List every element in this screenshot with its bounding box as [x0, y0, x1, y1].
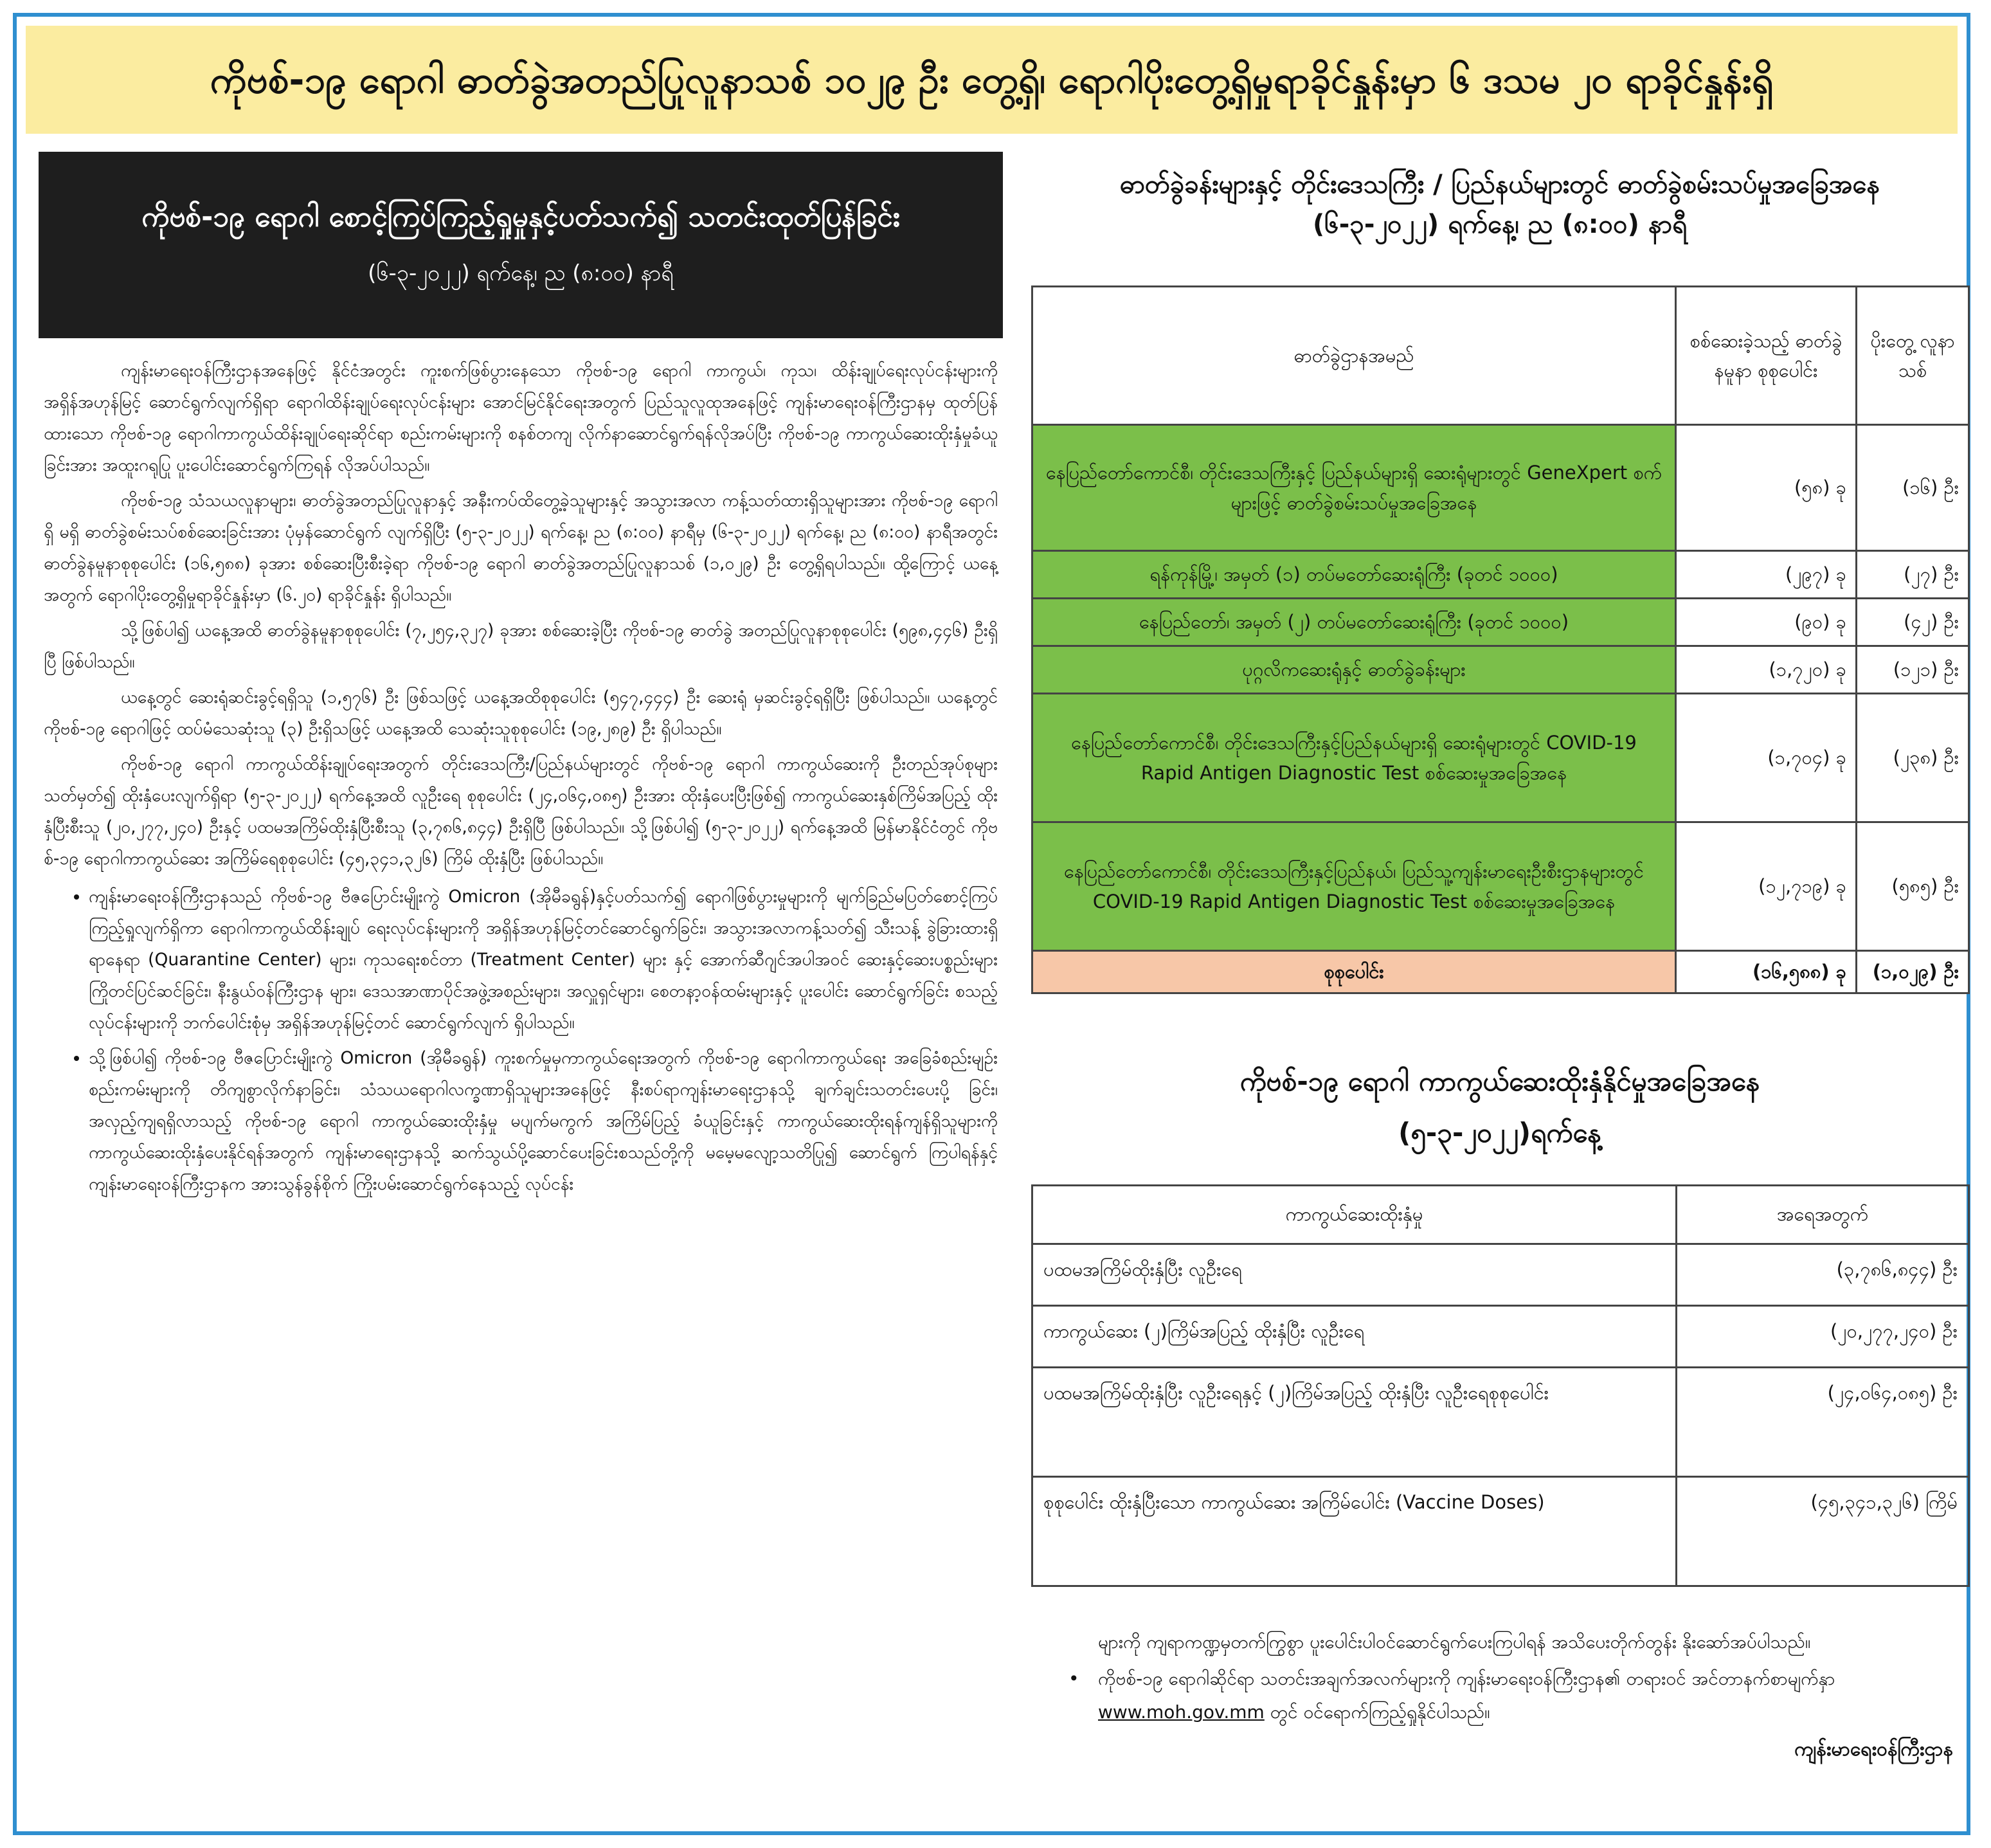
- table-row: [1032, 551, 1969, 599]
- continuation-paragraph: များကို ကျရာကဏ္ဍမှတက်ကြွစွာ ပူးပေါင်းပါဝင်ဆောင်ရွက်ပေးကြပါရန် အသိပေးတိုက်တွန်း နိုးဆော်အပ်ပါသည်။: [1098, 1631, 1811, 1653]
- vaccination-date: (၅-၃-၂၀၂၂)ရက်နေ့: [1398, 1116, 1601, 1148]
- vaccination-value: (၄၅,၃၄၁,၃၂၆) ကြိမ်: [1677, 1476, 1969, 1586]
- positive-count: (၁၂၁) ဦး: [1857, 646, 1969, 694]
- vaccination-table: [1031, 1184, 1970, 1587]
- positive-count: (၅၈၅) ဦး: [1857, 822, 1969, 951]
- bullet-item: • ကျန်းမာရေးဝန်ကြီးဌာနသည် ကိုဗစ်-၁၉ ဗီဇပြောင်းမျိုးကွဲ Omicron (အိုမီခရွန်)နှင့်ပတ်သက်၍ ရောဂါဖြစ်ပွားမှုများကို မျက်ခြည်မပြတ်စောင့်ကြပ်ကြည့်ရှုလျက်ရှိကာ ရောဂါကာကွယ်ထိန်းချုပ် ရေးလုပ်ငန်းများကို အရှိန်အဟုန်မြင့်တင်ဆောင်ရွက်ခြင်း၊ အသွားအလာကန့်သတ်၍ သီးသန့် ခွဲခြားထားရှိရာနေရာ (Quarantine Center) များ၊ ကုသရေးစင်တာ (Treatment Center) များ နှင့် အောက်ဆီဂျင်အပါအဝင် ဆေးနှင့်ဆေးပစ္စည်းများ ကြိုတင်ပြင်ဆင်ခြင်း၊ နီးနွယ်ဝန်ကြီးဌာန များ၊ ဒေသအာဏာပိုင်အဖွဲ့အစည်းများ၊ အလှူရှင်များ၊ စေတနာ့ဝန်ထမ်းများနှင့် ပူးပေါင်း ဆောင်ရွက်ခြင်း စသည့်လုပ်ငန်းများကို ဘက်ပေါင်းစုံမှ အရှိန်အဟုန်မြင့်တင် ဆောင်ရွက်လျက် ရှိပါသည်။: [89, 881, 998, 1038]
- left-column: [39, 152, 1003, 1204]
- right-column: [1027, 152, 1972, 1767]
- vaccination-label: စုစုပေါင်း ထိုးနှံပြီးသော ကာကွယ်ဆေး အကြိမ်ပေါင်း (Vaccine Doses): [1032, 1476, 1677, 1586]
- table-row: [1032, 1476, 1969, 1586]
- column-header: အရေအတွက်: [1677, 1185, 1969, 1244]
- total-label: စုစုပေါင်း: [1032, 951, 1676, 993]
- lab-name: နေပြည်တော်ကောင်စီ၊ တိုင်းဒေသကြီးနှင့်ပြည်နယ်၊ ပြည်သူ့ကျန်းမာရေးဦးစီးဌာနများတွင် COVID-19 Rapid Antigen Diagnostic Test စစ်ဆေးမှုအခြေအနေ: [1032, 822, 1676, 951]
- table-row: [1032, 425, 1969, 551]
- vaccination-label: ပထမအကြိမ်ထိုးနှံပြီး လူဦးရေ: [1032, 1244, 1677, 1305]
- vaccination-value: (၂၀,၂၇၇,၂၄၀) ဦး: [1677, 1305, 1969, 1367]
- lab-testing-date: (၆-၃-၂၀၂၂) ရက်နေ့၊ ည (၈:၀၀) နာရီ: [1313, 210, 1687, 239]
- lab-name: ရန်ကုန်မြို့၊ အမှတ် (၁) တပ်မတော်ဆေးရုံကြီး (ခုတင် ၁၀၀၀): [1032, 551, 1676, 599]
- bullet-text: တွင် ဝင်ရောက်ကြည့်ရှုနိုင်ပါသည်။: [1270, 1701, 1490, 1723]
- bullet-list: [1098, 1662, 1959, 1729]
- tested-count: (၁,၇၀၄) ခု: [1676, 694, 1857, 822]
- positive-count: (၄၂) ဦး: [1857, 599, 1969, 646]
- table-row: [1032, 822, 1969, 951]
- paragraph: ကျန်းမာရေးဝန်ကြီးဌာနအနေဖြင့် နိုင်ငံအတွင်း ကူးစက်ဖြစ်ပွားနေသော ကိုဗစ်-၁၉ ရောဂါ ကာကွယ်၊ ကုသ၊ ထိန်းချုပ်ရေးလုပ်ငန်းများကို အရှိန်အဟုန်မြင့် ဆောင်ရွက်လျက်ရှိရာ ရောဂါထိန်းချုပ်ရေးလုပ်ငန်းများ အောင်မြင်နိုင်ရေးအတွက် ပြည်သူလူထုအနေဖြင့် ကျန်းမာရေးဝန်ကြီးဌာနမှ ထုတ်ပြန်ထားသော ကိုဗစ်-၁၉ ရောဂါကာကွယ်ထိန်းချုပ်ရေးဆိုင်ရာ စည်းကမ်းများကို စနစ်တကျ လိုက်နာဆောင်ရွက်ရန်လိုအပ်ပြီး ကိုဗစ်-၁၉ ကာကွယ်ဆေးထိုးနှံမှုခံယူခြင်းအား အထူးဂရုပြု ပူးပေါင်းဆောင်ရွက်ကြရန် လိုအပ်ပါသည်။: [44, 361, 998, 476]
- table-row: [1032, 599, 1969, 646]
- column-header: ဓာတ်ခွဲဌာနအမည်: [1032, 287, 1676, 425]
- total-tested: (၁၆,၅၈၈) ခု: [1676, 951, 1857, 993]
- vaccination-value: (၂၄,၀၆၄,၀၈၅) ဦး: [1677, 1367, 1969, 1476]
- tested-count: (၅၈) ခု: [1676, 425, 1857, 551]
- article-body: [39, 355, 1003, 1200]
- positive-count: (၂၇) ဦး: [1857, 551, 1969, 599]
- paragraph: ယနေ့တွင် ဆေးရုံဆင်းခွင့်ရရှိသူ (၁,၅၇၆) ဦး ဖြစ်သဖြင့် ယနေ့အထိစုစုပေါင်း (၅၄၇,၄၄၄) ဦး ဆေးရုံ မှဆင်းခွင့်ရရှိပြီး ဖြစ်ပါသည်။ ယနေ့တွင် ကိုဗစ်-၁၉ ရောဂါဖြင့် ထပ်မံသေဆုံးသူ (၃) ဦးရှိသဖြင့် ယနေ့အထိ သေဆုံးသူစုစုပေါင်း (၁၉,၂၈၉) ဦး ရှိပါသည်။: [44, 687, 998, 739]
- vaccination-value: (၃,၇၈၆,၈၄၄) ဦး: [1677, 1244, 1969, 1305]
- total-positive: (၁,၀၂၉) ဦး: [1857, 951, 1969, 993]
- press-release-header: [39, 152, 1003, 338]
- lab-name: နေပြည်တော်ကောင်စီ၊ တိုင်းဒေသကြီးနှင့် ပြည်နယ်များရှိ ဆေးရုံများတွင် GeneXpert စက်များဖြင့် ဓာတ်ခွဲစမ်းသပ်မှုအခြေအနေ: [1032, 425, 1676, 551]
- lab-name: နေပြည်တော်ကောင်စီ၊ တိုင်းဒေသကြီးနှင့်ပြည်နယ်များရှိ ဆေးရုံများတွင် COVID-19 Rapid Antigen Diagnostic Test စစ်ဆေးမှုအခြေအနေ: [1032, 694, 1676, 822]
- positive-count: (၂၃၈) ဦး: [1857, 694, 1969, 822]
- moh-website-link[interactable]: www.moh.gov.mm: [1098, 1701, 1265, 1723]
- bullet-item: • သို့ဖြစ်ပါ၍ ကိုဗစ်-၁၉ ဗီဇပြောင်းမျိုးကွဲ Omicron (အိုမီခရွန်) ကူးစက်မှုမှကာကွယ်ရေးအတွက် ကိုဗစ်-၁၉ ရောဂါကာကွယ်ရေး အခြေခံစည်းမျဉ်းစည်းကမ်းများကို တိကျစွာလိုက်နာခြင်း၊ သံသယရောဂါလက္ခဏာရှိသူများအနေဖြင့် နီးစပ်ရာကျန်းမာရေးဌာနသို့ ချက်ချင်းသတင်းပေးပို့ ခြင်း၊ အလှည့်ကျရရှိလာသည့် ကိုဗစ်-၁၉ ရောဂါ ကာကွယ်ဆေးထိုးနှံမှု မပျက်မကွက် အကြိမ်ပြည့် ခံယူခြင်းနှင့် ကာကွယ်ဆေးထိုးရန်ကျန်ရှိသူများကို ကာကွယ်ဆေးထိုးနှံပေးနိုင်ရန်အတွက် ကျန်းမာရေးဌာနသို့ ဆက်သွယ်ပို့ဆောင်ပေးခြင်းစသည်တို့ကို မမေ့မလျော့သတိပြု၍ ဆောင်ရွက် ကြပါရန်နှင့် ကျန်းမာရေးဝန်ကြီးဌာနက အားသွန်ခွန်စိုက် ကြိုးပမ်းဆောင်ရွက်နေသည့် လုပ်ငန်း: [89, 1042, 998, 1200]
- tested-count: (၂၉၇) ခု: [1676, 551, 1857, 599]
- ministry-signoff: ကျန်းမာရေးဝန်ကြီးဌာန: [1794, 1737, 1953, 1761]
- continuation-text: [1027, 1626, 1972, 1768]
- press-release-date: (၆-၃-၂၀၂၂) ရက်နေ့၊ ည (၈:၀၀) နာရီ: [368, 260, 674, 287]
- vaccination-label: ပထမအကြိမ်ထိုးနှံပြီး လူဦးရေနှင့် (၂)ကြိမ်အပြည့် ထိုးနှံပြီး လူဦးရေစုစုပေါင်း: [1032, 1367, 1677, 1476]
- table-row: [1032, 1305, 1969, 1367]
- paragraph: သို့ဖြစ်ပါ၍ ယနေ့အထိ ဓာတ်ခွဲနမူနာစုစုပေါင်း (၇,၂၅၄,၃၂၇) ခုအား စစ်ဆေးခဲ့ပြီး ကိုဗစ်-၁၉ ဓာတ်ခွဲ အတည်ပြုလူနာစုစုပေါင်း (၅၉၈,၄၄၆) ဦးရှိပြီ ဖြစ်ပါသည်။: [44, 621, 998, 673]
- lab-testing-title: [1027, 152, 1972, 244]
- paragraph: ကိုဗစ်-၁၉ ရောဂါ ကာကွယ်ထိန်းချုပ်ရေးအတွက် တိုင်းဒေသကြီး/ပြည်နယ်များတွင် ကိုဗစ်-၁၉ ရောဂါ ကာကွယ်ဆေးကို ဦးတည်အုပ်စုများသတ်မှတ်၍ ထိုးနှံပေးလျက်ရှိရာ (၅-၃-၂၀၂၂) ရက်နေ့အထိ လူဦးရေ စုစုပေါင်း (၂၄,၀၆၄,၀၈၅) ဦးအား ထိုးနှံပေးပြီးဖြစ်၍ ကာကွယ်ဆေးနှစ်ကြိမ်အပြည့် ထိုးနှံပြီးစီးသူ (၂၀,၂၇၇,၂၄၀) ဦးနှင့် ပထမအကြိမ်ထိုးနှံပြီးစီးသူ (၃,၇၈၆,၈၄၄) ဦးရှိပြီ ဖြစ်ပါသည်။ သို့ဖြစ်ပါ၍ (၅-၃-၂၀၂၂) ရက်နေ့အထိ မြန်မာနိုင်ငံတွင် ကိုဗစ်-၁၉ ရောဂါကာကွယ်ဆေး အကြိမ်ရေစုစုပေါင်း (၄၅,၃၄၁,၃၂၆) ကြိမ် ထိုးနှံပြီး ဖြစ်ပါသည်။: [44, 754, 998, 869]
- table-row: [1032, 646, 1969, 694]
- tested-count: (၉၀) ခု: [1676, 599, 1857, 646]
- lab-name: ပုဂ္ဂလိကဆေးရုံနှင့် ဓာတ်ခွဲခန်းများ: [1032, 646, 1676, 694]
- tested-count: (၁၂,၇၁၉) ခု: [1676, 822, 1857, 951]
- positive-count: (၁၆) ဦး: [1857, 425, 1969, 551]
- headline: ကိုဗစ်-၁၉ ရောဂါ ဓာတ်ခွဲအတည်ပြုလူနာသစ် ၁၀၂၉ ဦး တွေ့ရှိ၊ ရောဂါပိုးတွေ့ရှိမှုရာခိုင်နှုန်းမှာ ၆ ဒသမ ၂၀ ရာခိုင်နှုန်းရှိ: [26, 26, 1958, 134]
- column-header: ပိုးတွေ့ လူနာသစ်: [1857, 287, 1969, 425]
- vaccination-title: [1027, 1056, 1972, 1159]
- lab-testing-title-text: ဓာတ်ခွဲခန်းများနှင့် တိုင်းဒေသကြီး / ပြည်နယ်များတွင် ဓာတ်ခွဲစမ်းသပ်မှုအခြေအနေ: [1119, 170, 1880, 199]
- tested-count: (၁,၇၂၀) ခု: [1676, 646, 1857, 694]
- total-row: [1032, 951, 1969, 993]
- lab-testing-table: [1031, 285, 1970, 994]
- vaccination-label: ကာကွယ်ဆေး (၂)ကြိမ်အပြည့် ထိုးနှံပြီး လူဦးရေ: [1032, 1305, 1677, 1367]
- table-row: [1032, 1244, 1969, 1305]
- table-row: [1032, 694, 1969, 822]
- table-header-row: [1032, 1185, 1969, 1244]
- column-header: ကာကွယ်ဆေးထိုးနှံမှု: [1032, 1185, 1677, 1244]
- bullet-text: ကိုဗစ်-၁၉ ရောဂါဆိုင်ရာ သတင်းအချက်အလက်များကို ကျန်းမာရေးဝန်ကြီးဌာန၏ တရားဝင် အင်တာနက်စာမျက်နှာ: [1098, 1668, 1835, 1690]
- bullet-item: [1098, 1662, 1959, 1729]
- column-header: စစ်ဆေးခဲ့သည့် ဓာတ်ခွဲနမူနာ စုစုပေါင်း: [1676, 287, 1857, 425]
- table-row: [1032, 1367, 1969, 1476]
- bullet-list: [44, 881, 998, 1200]
- news-frame: [13, 13, 1970, 1835]
- lab-name: နေပြည်တော်၊ အမှတ် (၂) တပ်မတော်ဆေးရုံကြီး (ခုတင် ၁၀၀၀): [1032, 599, 1676, 646]
- vaccination-title-text: ကိုဗစ်-၁၉ ရောဂါ ကာကွယ်ဆေးထိုးနှံနိုင်မှုအခြေအနေ: [1239, 1065, 1760, 1097]
- table-header-row: [1032, 287, 1969, 425]
- press-release-title: ကိုဗစ်-၁၉ ရောဂါ စောင့်ကြပ်ကြည့်ရှုမှုနှင့်ပတ်သက်၍ သတင်းထုတ်ပြန်ခြင်း: [141, 200, 900, 233]
- paragraph: ကိုဗစ်-၁၉ သံသယလူနာများ၊ ဓာတ်ခွဲအတည်ပြုလူနာနှင့် အနီးကပ်ထိတွေ့ခဲ့သူများနှင့် အသွားအလာ ကန့်သတ်ထားရှိသူများအား ကိုဗစ်-၁၉ ရောဂါ ရှိ မရှိ ဓာတ်ခွဲစမ်းသပ်စစ်ဆေးခြင်းအား ပုံမှန်ဆောင်ရွက် လျက်ရှိပြီး (၅-၃-၂၀၂၂) ရက်နေ့၊ ည (၈:၀၀) နာရီမှ (၆-၃-၂၀၂၂) ရက်နေ့၊ ည (၈:၀၀) နာရီအတွင်း ဓာတ်ခွဲနမူနာစုစုပေါင်း (၁၆,၅၈၈) ခုအား စစ်ဆေးပြီးစီးခဲ့ရာ ကိုဗစ်-၁၉ ရောဂါ ဓာတ်ခွဲအတည်ပြုလူနာသစ် (၁,၀၂၉) ဦး တွေ့ရှိရပါသည်။ ထို့ကြောင့် ယနေ့အတွက် ရောဂါပိုးတွေ့ရှိမှုရာခိုင်နှုန်းမှာ (၆.၂၀) ရာခိုင်နှုန်း ရှိပါသည်။: [44, 491, 998, 606]
